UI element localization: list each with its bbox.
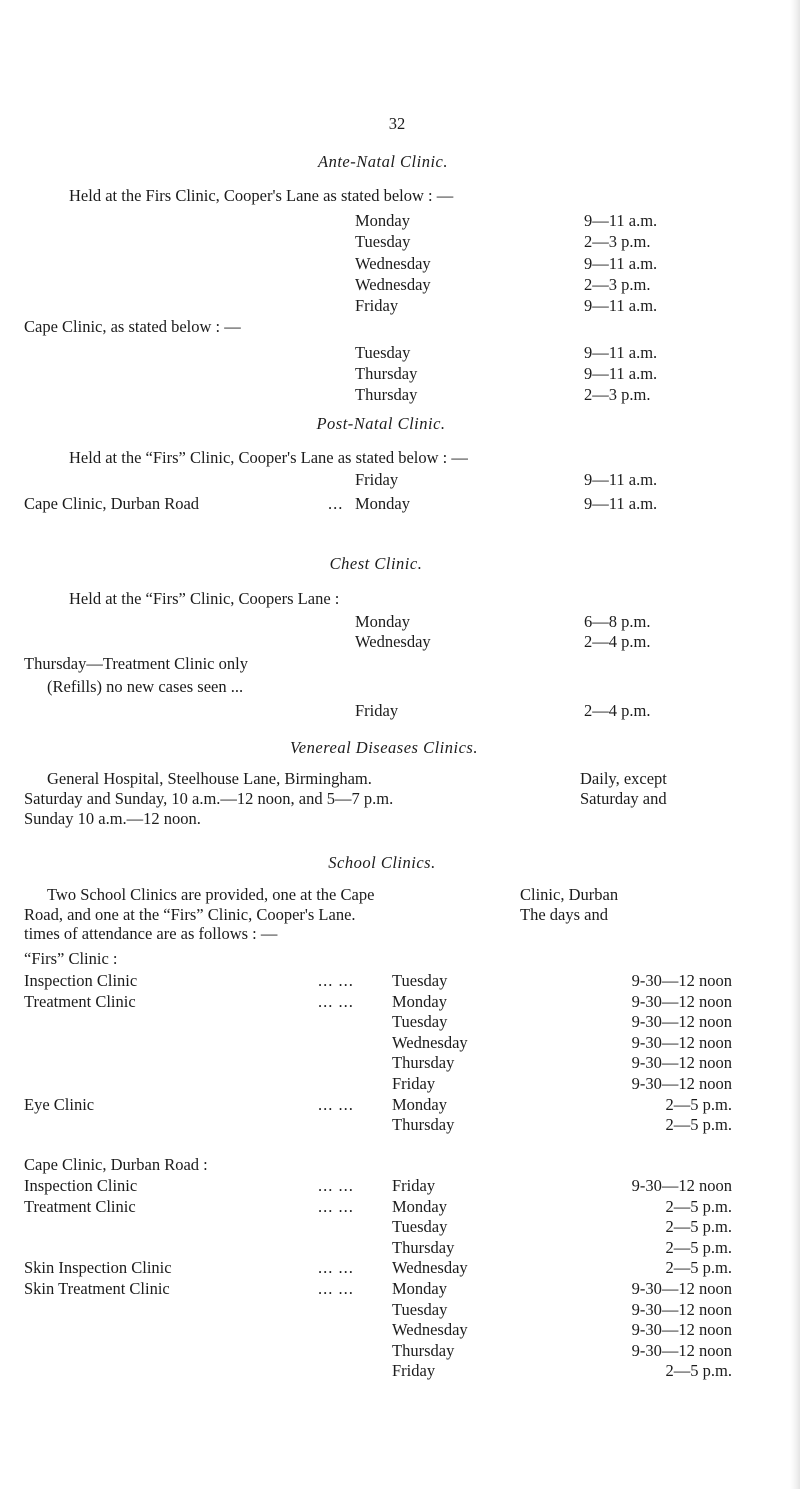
postnatal-cape-label: Cape Clinic, Durban Road [24,494,200,513]
school-day: Tuesday [392,1217,448,1237]
school-day: Wednesday [392,1258,468,1278]
school-heading: School Clinics. [328,853,436,872]
school-time: 9-30—12 noon [631,1340,732,1360]
school-day: Tuesday [392,971,448,990]
chest-time: 2—4 p.m. [584,632,651,651]
school-day: Friday [392,1074,436,1093]
antenatal-firs-day: Wednesday [355,274,431,294]
postnatal-firs-time: 9—11 a.m. [584,470,658,489]
chest-intro: Held at the “Firs” Clinic, Coopers Lane : [69,589,340,608]
school-day: Thursday [392,1053,455,1073]
chest-treatment-line2: (Refills) no new cases seen ... [47,677,244,696]
school-leader-dots: ... ... [318,1196,354,1216]
school-time: 2—5 p.m. [665,1258,732,1278]
vd-heading: Venereal Diseases Clinics. [290,738,478,757]
school-clinic-label: Treatment Clinic [24,991,136,1011]
school-day: Monday [392,1094,447,1114]
school-time: 9-30—12 noon [631,1176,732,1195]
school-clinic-label: Skin Treatment Clinic [24,1279,170,1298]
school-clinic-label: Eye Clinic [24,1094,95,1114]
school-intro-line1-right: Clinic, Durban [520,885,619,904]
school-day: Friday [392,1361,436,1381]
antenatal-firs-day: Friday [355,296,399,316]
postnatal-leader-dots: ... [328,494,344,513]
school-time: 2—5 p.m. [665,1217,732,1237]
school-leader-dots: ... ... [318,971,354,990]
chest-time: 6—8 p.m. [584,612,651,631]
school-intro-line2-right: The days and [520,905,608,924]
school-day: Monday [392,1196,447,1216]
school-leader-dots: ... ... [318,1258,354,1278]
vd-line2: Saturday and Sunday, 10 a.m.—12 noon, and 5—7 p.m. [24,789,394,808]
chest-treatment-line1: Thursday—Treatment Clinic only [24,654,248,673]
postnatal-intro: Held at the “Firs” Clinic, Cooper's Lane as stated below : — [69,448,468,467]
antenatal-cape-time: 2—3 p.m. [584,385,651,404]
school-day: Wednesday [392,1320,468,1340]
school-day: Thursday [392,1115,455,1135]
page-number: 32 [388,114,406,133]
school-intro-line3: times of attendance are as follows : — [24,924,278,943]
school-day: Monday [392,1279,447,1298]
antenatal-cape-intro: Cape Clinic, as stated below : — [24,317,241,336]
antenatal-firs-time: 2—3 p.m. [584,274,651,294]
school-firs-label: “Firs” Clinic : [24,949,118,968]
postnatal-cape-day: Monday [355,494,410,513]
school-day: Tuesday [392,1299,448,1319]
vd-line1: General Hospital, Steelhouse Lane, Birmingham. [47,769,372,788]
antenatal-cape-time: 9—11 a.m. [584,343,658,362]
school-day: Wednesday [392,1032,468,1052]
school-time: 2—5 p.m. [665,1115,732,1135]
school-cape-label: Cape Clinic, Durban Road : [24,1155,208,1174]
postnatal-firs-day: Friday [355,470,399,489]
school-day: Thursday [392,1237,455,1257]
school-time: 2—5 p.m. [665,1196,732,1216]
school-clinic-label: Inspection Clinic [24,971,138,990]
postnatal-heading: Post-Natal Clinic. [316,414,446,433]
antenatal-firs-day: Tuesday [355,232,411,252]
antenatal-cape-day: Thursday [355,385,418,404]
antenatal-firs-day: Monday [355,211,410,230]
antenatal-intro: Held at the Firs Clinic, Cooper's Lane as stated below : — [69,186,454,205]
school-intro-line1: Two School Clinics are provided, one at the Cape [47,885,375,904]
school-time: 9-30—12 noon [631,1320,732,1340]
antenatal-heading: Ante-Natal Clinic. [318,152,448,171]
school-time: 9-30—12 noon [631,1279,732,1298]
school-leader-dots: ... ... [318,991,354,1011]
chest-day: Wednesday [355,632,431,651]
school-clinic-label: Skin Inspection Clinic [24,1258,172,1278]
antenatal-firs-time: 9—11 a.m. [584,211,658,230]
chest-heading: Chest Clinic. [329,554,423,573]
antenatal-cape-time: 9—11 a.m. [584,364,658,383]
school-time: 9-30—12 noon [631,1032,732,1052]
antenatal-firs-time: 9—11 a.m. [584,296,658,316]
chest-day: Monday [355,612,410,631]
school-day: Friday [392,1176,436,1195]
antenatal-cape-day: Tuesday [355,343,411,362]
antenatal-firs-time: 9—11 a.m. [584,253,658,273]
school-time: 9-30—12 noon [631,1012,732,1032]
chest-friday-time: 2—4 p.m. [584,701,651,720]
school-time: 9-30—12 noon [631,991,732,1011]
school-time: 2—5 p.m. [665,1361,732,1381]
school-time: 2—5 p.m. [665,1094,732,1114]
school-time: 9-30—12 noon [631,971,732,990]
school-leader-dots: ... ... [318,1176,354,1195]
antenatal-firs-time: 2—3 p.m. [584,232,651,252]
school-leader-dots: ... ... [318,1094,354,1114]
vd-line2-right: Saturday and [580,789,667,808]
school-time: 9-30—12 noon [631,1299,732,1319]
school-day: Tuesday [392,1012,448,1032]
vd-line3: Sunday 10 a.m.—12 noon. [24,809,201,828]
postnatal-cape-time: 9—11 a.m. [584,494,658,513]
page-edge-shadow [790,0,800,1489]
school-clinic-label: Inspection Clinic [24,1176,138,1195]
school-day: Monday [392,991,447,1011]
school-clinic-label: Treatment Clinic [24,1196,136,1216]
school-intro-line2: Road, and one at the “Firs” Clinic, Cooper's Lane. [24,905,356,924]
school-leader-dots: ... ... [318,1279,354,1298]
school-time: 2—5 p.m. [665,1237,732,1257]
chest-friday-day: Friday [355,701,399,720]
antenatal-firs-day: Wednesday [355,253,431,273]
school-day: Thursday [392,1340,455,1360]
school-time: 9-30—12 noon [631,1074,732,1093]
antenatal-cape-day: Thursday [355,364,418,383]
vd-line1-right: Daily, except [580,769,667,788]
school-time: 9-30—12 noon [631,1053,732,1073]
